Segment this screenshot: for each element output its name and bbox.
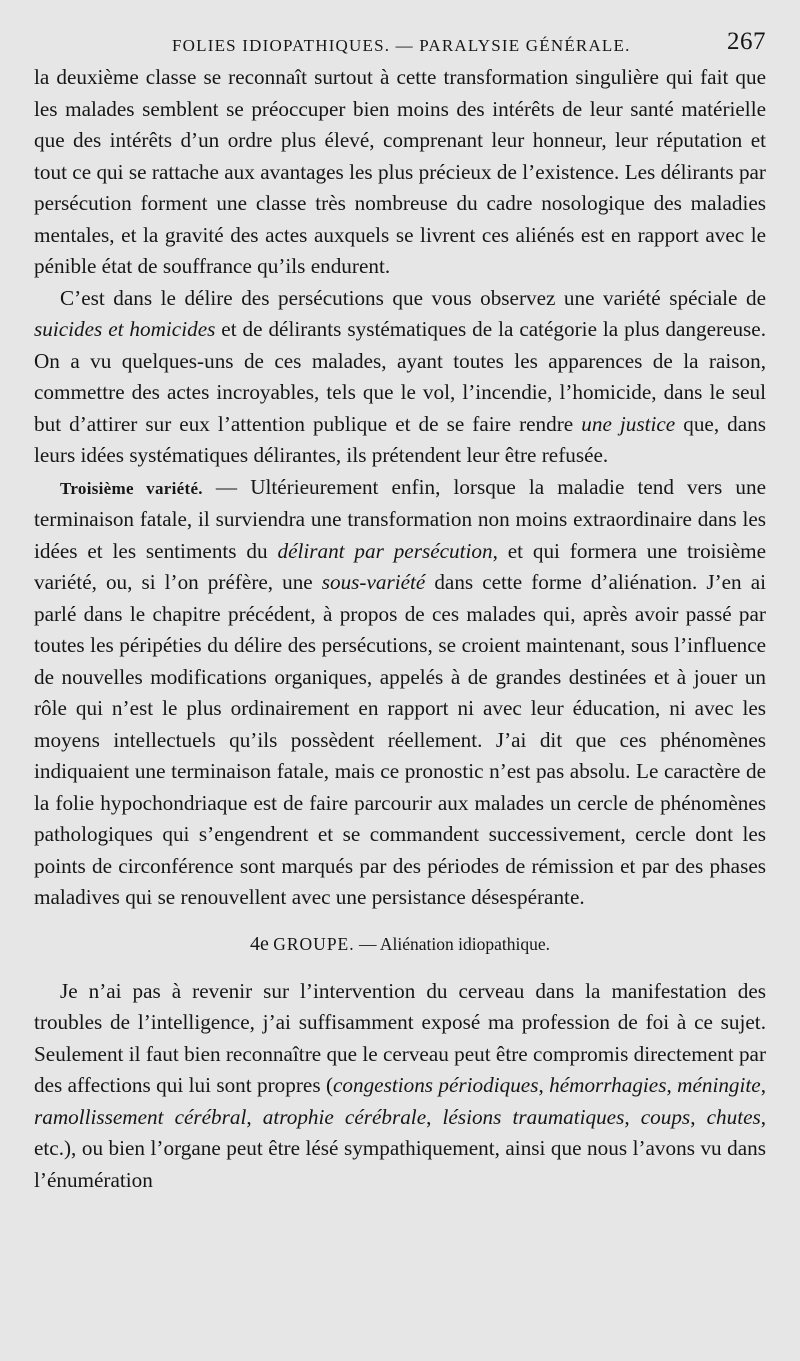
p2-text-2: et de délirants systématiques de la catégorie la plus dangereuse. On a vu quelques-uns de ces malades, ayant toutes les apparences de la raison, commettre des actes incroyables, tels que le vol, l’incendie, l’homicide, dans le seul but d’attirer sur eux l’attention publique et de se faire rendre — [34, 317, 766, 436]
p3-text-3: dans cette forme d’aliénation. J’en ai parlé dans le chapitre précédent, à propos de ces malades qui, après avoir passé par toutes les péripéties du délire des persécutions, se croient maintenant, sous l’influence de nouvelles modifications organiques, appelés à de grandes destinées et à jouer un rôle qui n’est le plus ordinairement en rapport ni avec leur éducation, ni avec les moyens intellectuels qu’ils possèdent réellement. J’ai dit que ces phénomènes indiquaient une terminaison fatale, mais ce pronostic n’est pas absolu. Le caractère de la folie hypochondriaque est de faire parcourir aux malades un cercle de phénomènes pathologiques qui s’engendrent et se commandent successivement, cercle dont les points de circonférence sont marqués par des périodes de rémission et par des phases maladives qui se renouvellent avec une persistance désespérante. — [34, 570, 766, 909]
p4-italic-3: méningite — [677, 1073, 761, 1097]
p3-italic-2: sous-variété — [321, 570, 426, 594]
p4-sep-7: , — [690, 1104, 707, 1129]
p4-sep-6: , — [624, 1104, 641, 1129]
variete-heading: Troisième variété. — [60, 478, 203, 498]
p2-text-3: que, dans leurs idées systématiques délirantes, ils prétendent leur être refusée. — [34, 411, 766, 467]
paragraph-1 — [34, 62, 766, 283]
p3-text-2: , et qui formera une troisième variété, ou, si l’on préfère, une — [34, 538, 766, 594]
p4-text-2: , etc.), ou bien l’organe peut être lésé sympathiquement, ainsi que nous l’avons vu dans l’énumération — [34, 1104, 767, 1192]
p4-sep-2: , — [666, 1073, 678, 1097]
p4-sep-4: , — [246, 1104, 263, 1129]
p4-italic-7: coups — [640, 1104, 691, 1129]
p2-text-1: C’est dans le délire des persécutions que vous observez une variété spéciale de — [60, 285, 766, 310]
p4-italic-6: lésions traumatiques — [442, 1104, 625, 1129]
p4-sep-3: , — [760, 1073, 766, 1097]
p4-sep-1: , — [538, 1073, 550, 1097]
p2-italic-1: suicides et homicides — [34, 317, 216, 341]
p4-italic-2: hémorrhagies — [549, 1073, 667, 1097]
group-title: — Aliénation idiopathique. — [354, 933, 551, 954]
p4-italic-8: chutes — [706, 1104, 761, 1129]
running-title: FOLIES IDIOPATHIQUES. — PARALYSIE GÉNÉRALE. — [172, 36, 631, 55]
page-header — [34, 28, 766, 62]
group-label: GROUPE. — [273, 933, 355, 954]
p3-text-1: — Ultérieurement enfin, lorsque la maladie tend vers une terminaison fatale, il surviendra une transformation non moins extraordinaire dans les idées et les sentiments du — [34, 474, 766, 563]
page-number: 267 — [727, 28, 766, 55]
paragraph-2 — [34, 283, 766, 472]
p3-italic-1: délirant par persécution — [277, 538, 493, 563]
group-number: 4e — [249, 932, 269, 955]
p2-italic-2: une justice — [581, 411, 676, 436]
p4-sep-5: , — [426, 1104, 443, 1129]
p4-italic-1: congestions périodiques — [333, 1073, 539, 1097]
p4-italic-5: atrophie cérébrale — [262, 1104, 427, 1129]
group-heading — [34, 932, 766, 956]
paragraph-3 — [34, 472, 766, 914]
p4-text-1: Je n’ai pas à revenir sur l’intervention du cerveau dans la manifestation des troubles de l’intelligence, j’ai suffisamment exposé ma profession de foi à ce sujet. Seulement il faut bien reconnaître que le cerveau peut être compromis directement par des affections qui lui sont propres ( — [34, 978, 766, 1097]
paragraph-1-text: la deuxième classe se reconnaît surtout à cette transformation singulière qui fait que les malades semblent se préoccuper bien moins des intérêts de leur santé matérielle que des intérêts d’un ordre plus élevé, comprenant leur honneur, leur réputation et tout ce qui se rattache aux avantages les plus précieux de l’existence. Les délirants par persécution forment une classe très nombreuse du cadre nosologique des maladies mentales, et la gravité des actes auxquels se livrent ces aliénés est en rapport avec le pénible état de souffrance qu’ils endurent. — [34, 65, 766, 278]
body-text — [34, 62, 766, 1196]
p4-italic-4: ramollissement cérébral — [34, 1104, 247, 1129]
paragraph-4 — [34, 976, 766, 1197]
